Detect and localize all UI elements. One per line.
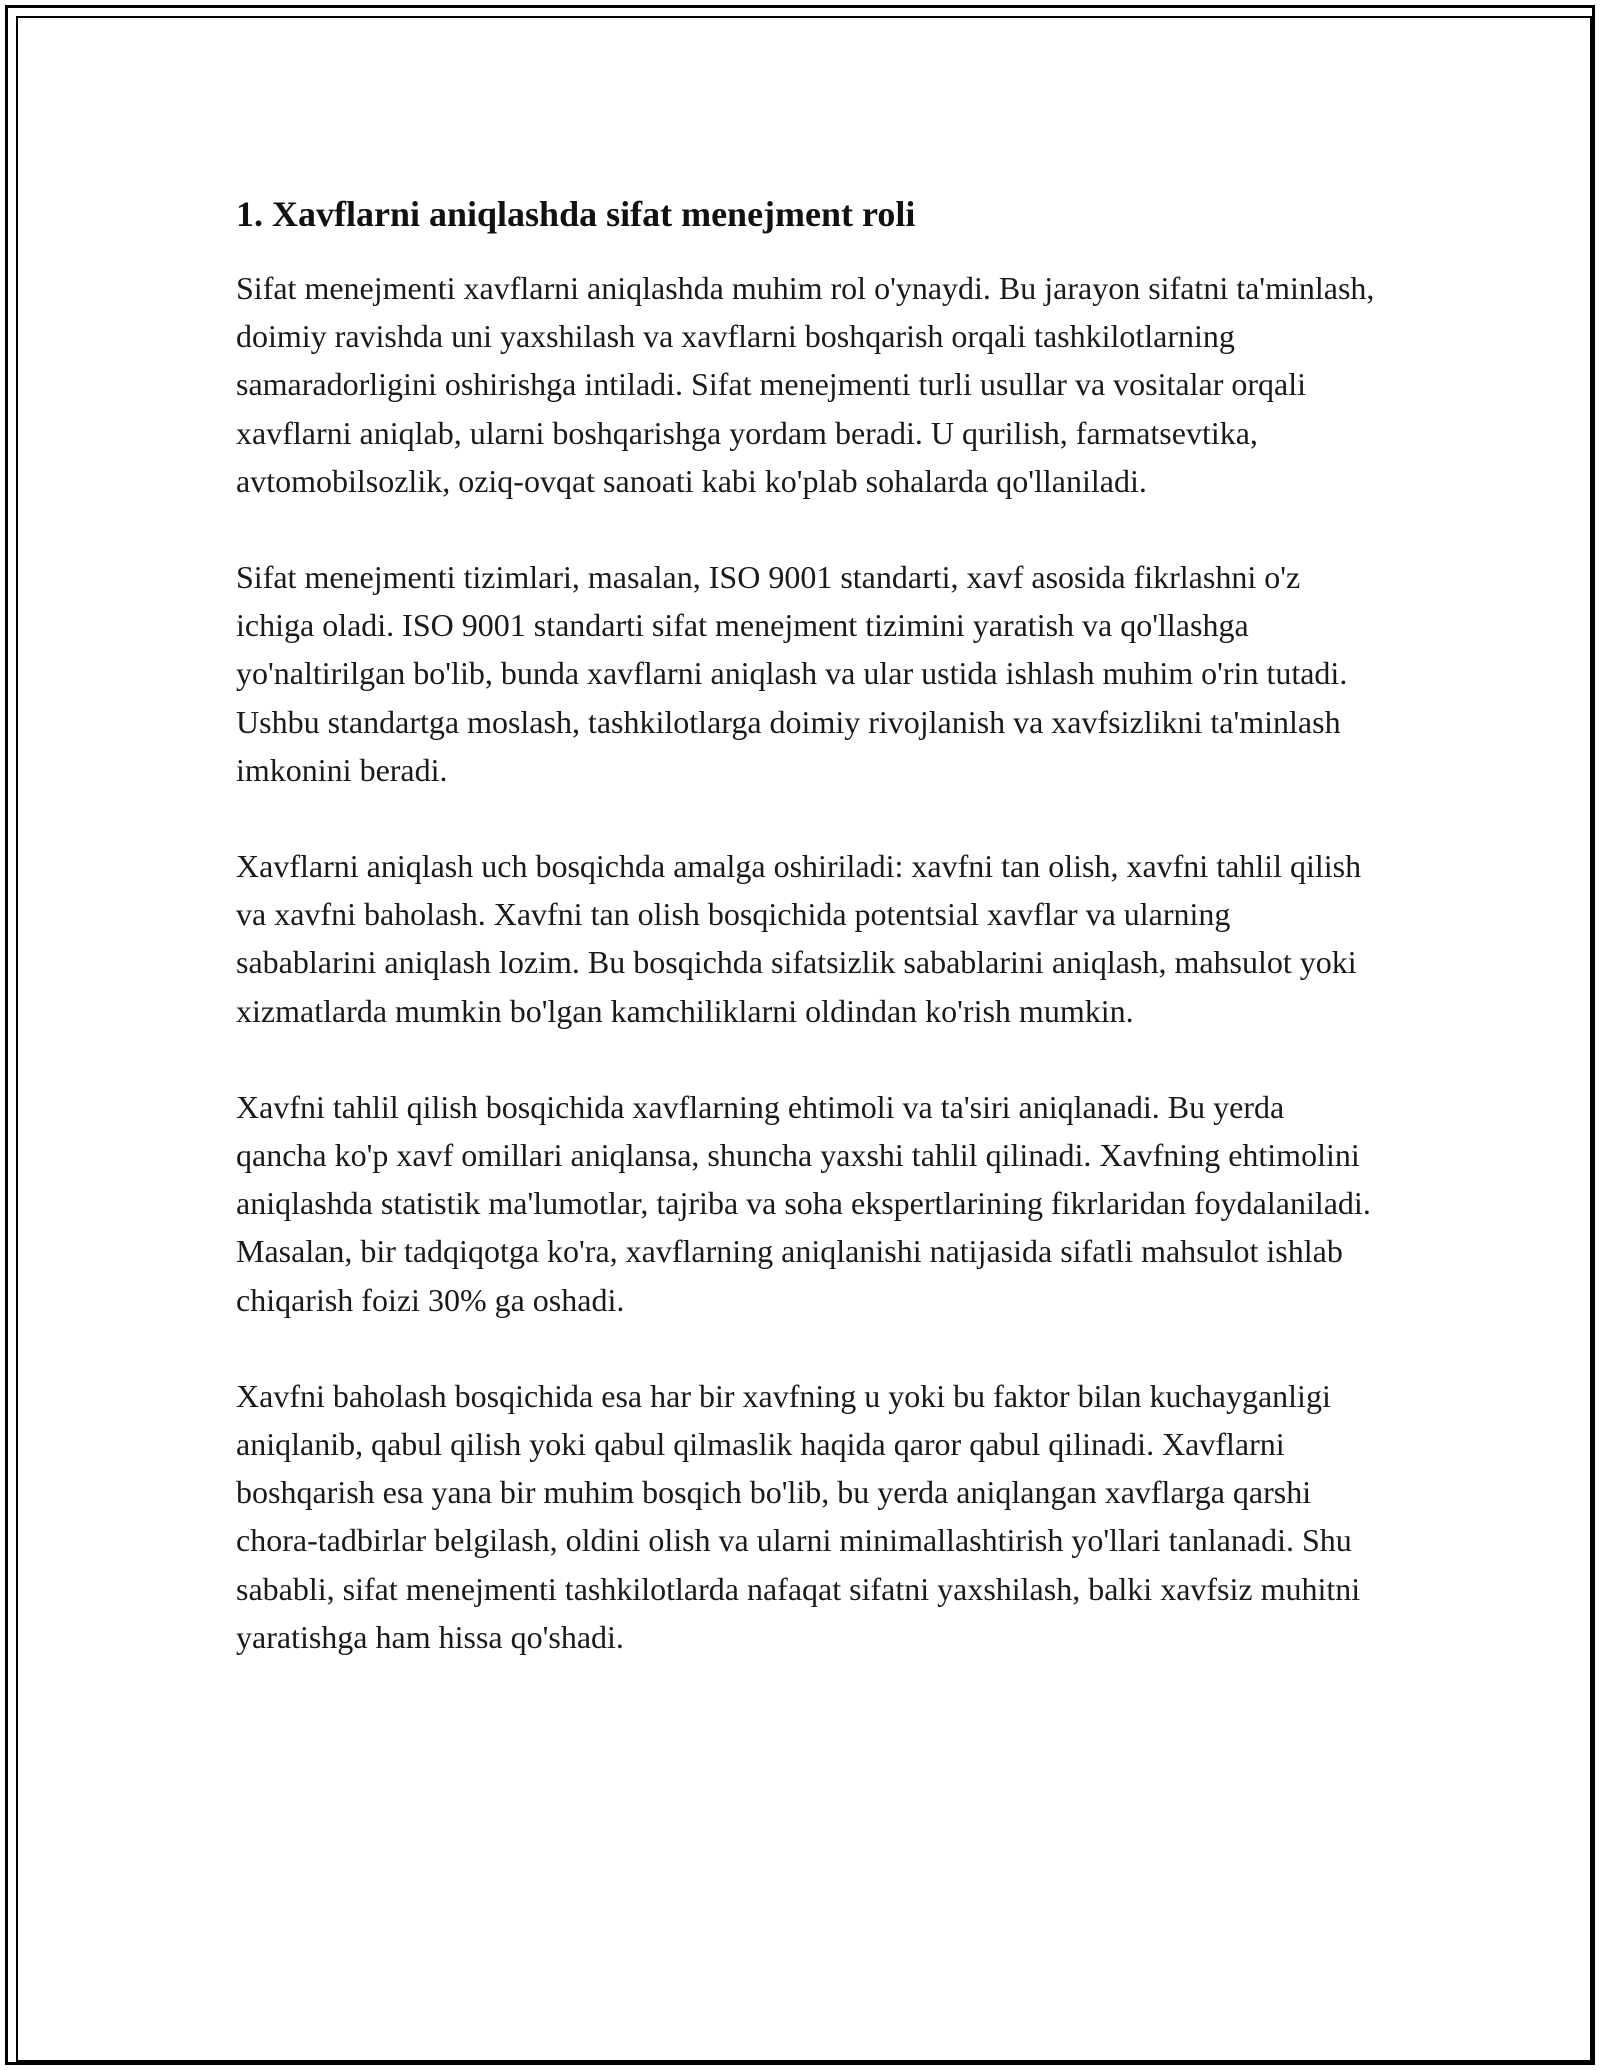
paragraph-1: Sifat menejmenti xavflarni aniqlashda muhim rol o'ynaydi. Bu jarayon sifatni ta'minlash, doimiy ravishda uni yaxshilash va xavflarni boshqarish orqali tashkilotlarning samaradorligini oshirishga intiladi. Sifat menejmenti turli usullar va vositalar orqali xavflarni aniqlab, ularni boshqarishga yordam beradi. U qurilish, farmatsevtika, avtomobilsozlik, oziq-ovqat sanoati kabi ko'plab sohalarda qo'llaniladi.	[236, 270, 1375, 499]
document-body	[236, 186, 1376, 1709]
paragraph-3: Xavflarni aniqlash uch bosqichda amalga oshiriladi: xavfni tan olish, xavfni tahlil qilish va xavfni baholash. Xavfni tan olish bosqichida potentsial xavflar va ularning sabablarini aniqlash lozim. Bu bosqichda sifatsizlik sabablarini aniqlash, mahsulot yoki xizmatlarda mumkin bo'lgan kamchiliklarni oldindan ko'rish mumkin.	[236, 848, 1362, 1029]
paragraph-4: Xavfni tahlil qilish bosqichida xavflarning ehtimoli va ta'siri aniqlanadi. Bu yerda qancha ko'p xavf omillari aniqlansa, shuncha yaxshi tahlil qilinadi. Xavfning ehtimolini aniqlashda statistik ma'lumotlar, tajriba va soha ekspertlarining fikrlaridan foydalaniladi. Masalan, bir tadqiqotga ko'ra, xavflarning aniqlanishi natijasida sifatli mahsulot ishlab chiqarish foizi 30% ga oshadi.	[236, 1088, 1371, 1318]
paragraph-5: Xavfni baholash bosqichida esa har bir xavfning u yoki bu faktor bilan kuchayganligi aniqlanib, qabul qilish yoki qabul qilmaslik haqida qaror qabul qilinadi. Xavflarni boshqarish esa yana bir muhim bosqich bo'lib, bu yerda aniqlangan xavflarga qarshi chora-tadbirlar belgilash, oldini olish va ularni minimallashtirish yo'llari tanlanadi. Shu sababli, sifat menejmenti tashkilotlarda nafaqat sifatni yaxshilash, balki xavfsiz muhitni yaratishga ham hissa qo'shadi.	[236, 1377, 1361, 1655]
section-heading: 1. Xavflarni aniqlashda sifat menejment roli	[236, 194, 916, 234]
paragraph-2: Sifat menejmenti tizimlari, masalan, ISO 9001 standarti, xavf asosida fikrlashni o'z ichiga oladi. ISO 9001 standarti sifat menejment tizimini yaratish va qo'llashga yo'naltirilgan bo'lib, bunda xavflarni aniqlash va ular ustida ishlash muhim o'rin tutadi. Ushbu standartga moslash, tashkilotlarga doimiy rivojlanish va xavfsizlikni ta'minlash imkonini beradi.	[236, 559, 1348, 788]
